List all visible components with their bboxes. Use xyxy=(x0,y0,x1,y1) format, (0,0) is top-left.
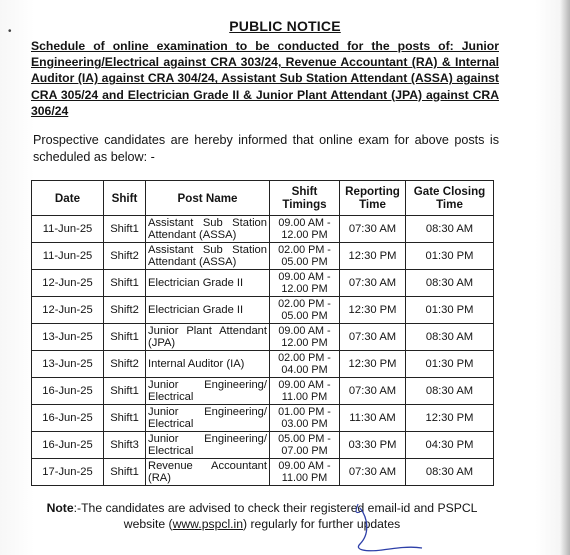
website-link[interactable]: www.pspcl.in xyxy=(172,517,244,531)
cell-shift: Shift2 xyxy=(104,243,146,270)
cell-reporting-time: 07:30 AM xyxy=(340,459,406,486)
cell-date: 16-Jun-25 xyxy=(32,405,104,432)
notice-intro: Prospective candidates are hereby informed that online exam for above posts is scheduled as below: - xyxy=(33,133,499,164)
cell-date: 16-Jun-25 xyxy=(32,432,104,459)
table-row xyxy=(32,243,494,270)
cell-shift-timings: 09.00 AM - 11.00 PM xyxy=(270,459,340,486)
cell-gate-closing-time: 12:30 PM xyxy=(406,405,494,432)
notice-title: PUBLIC NOTICE xyxy=(229,18,341,34)
cell-post-name: Junior Engineering/ Electrical xyxy=(146,378,270,405)
header-date: Date xyxy=(32,181,104,216)
cell-shift-timings: 09.00 AM - 12.00 PM xyxy=(270,216,340,243)
note-text-after: ) regularly for further updates xyxy=(243,517,401,531)
cell-shift: Shift1 xyxy=(104,270,146,297)
cell-reporting-time: 07:30 AM xyxy=(340,216,406,243)
exam-schedule-table xyxy=(31,180,494,486)
cell-post-name: Junior Plant Attendant (JPA) xyxy=(146,324,270,351)
table-row xyxy=(32,297,494,324)
header-post-name: Post Name xyxy=(146,181,270,216)
cell-date: 13-Jun-25 xyxy=(32,351,104,378)
table-row xyxy=(32,351,494,378)
cell-shift-timings: 02.00 PM - 04.00 PM xyxy=(270,351,340,378)
cell-gate-closing-time: 08:30 AM xyxy=(406,459,494,486)
cell-reporting-time: 07:30 AM xyxy=(340,378,406,405)
note-text-before: :-The candidates are advised to check their registered email-id and PSPCL website ( xyxy=(73,501,478,531)
cell-date: 17-Jun-25 xyxy=(32,459,104,486)
table-row xyxy=(32,405,494,432)
cell-shift-timings: 02.00 PM - 05.00 PM xyxy=(270,243,340,270)
cell-post-name: Electrician Grade II xyxy=(146,297,270,324)
cell-post-name: Internal Auditor (IA) xyxy=(146,351,270,378)
header-reporting-time: Reporting Time xyxy=(340,181,406,216)
cell-post-name: Junior Engineering/ Electrical xyxy=(146,405,270,432)
cell-shift-timings: 09.00 AM - 12.00 PM xyxy=(270,324,340,351)
cell-gate-closing-time: 08:30 AM xyxy=(406,324,494,351)
cell-date: 12-Jun-25 xyxy=(32,270,104,297)
header-shift-timings: Shift Timings xyxy=(270,181,340,216)
table-row xyxy=(32,378,494,405)
cell-shift: Shift1 xyxy=(104,378,146,405)
cell-shift: Shift1 xyxy=(104,405,146,432)
note-label: Note xyxy=(46,501,74,515)
cell-reporting-time: 11:30 AM xyxy=(340,405,406,432)
cell-shift-timings: 09.00 AM - 12.00 PM xyxy=(270,270,340,297)
cell-shift-timings: 09.00 AM - 11.00 PM xyxy=(270,378,340,405)
cell-gate-closing-time: 08:30 AM xyxy=(406,378,494,405)
cell-shift: Shift3 xyxy=(104,432,146,459)
cell-date: 16-Jun-25 xyxy=(32,378,104,405)
cell-gate-closing-time: 01:30 PM xyxy=(406,351,494,378)
cell-reporting-time: 03:30 PM xyxy=(340,432,406,459)
cell-gate-closing-time: 08:30 AM xyxy=(406,216,494,243)
notice-subject: Schedule of online examination to be conducted for the posts of: Junior Engineering/Electrical against CRA 303/24, Revenue Accountant (RA) & Internal Auditor (IA) against CRA 304/24, Assistant Sub Station Attendant (ASSA) against CRA 305/24 and Electrician Grade II & Junior Plant Attendant (JPA) against CRA 306/24 xyxy=(31,39,499,118)
table-row xyxy=(32,459,494,486)
cell-shift: Shift1 xyxy=(104,459,146,486)
table-row xyxy=(32,432,494,459)
cell-reporting-time: 07:30 AM xyxy=(340,270,406,297)
header-gate-closing-time: Gate Closing Time xyxy=(406,181,494,216)
cell-reporting-time: 12:30 PM xyxy=(340,297,406,324)
table-row xyxy=(32,216,494,243)
cell-post-name: Assistant Sub Station Attendant (ASSA) xyxy=(146,243,270,270)
cell-gate-closing-time: 08:30 AM xyxy=(406,270,494,297)
page-edge-shadow xyxy=(560,0,570,555)
handwritten-signature xyxy=(330,500,450,555)
table-row xyxy=(32,270,494,297)
scan-speck: • xyxy=(8,26,12,37)
cell-shift: Shift2 xyxy=(104,297,146,324)
table-row xyxy=(32,324,494,351)
cell-date: 13-Jun-25 xyxy=(32,324,104,351)
cell-post-name: Revenue Accountant (RA) xyxy=(146,459,270,486)
cell-gate-closing-time: 01:30 PM xyxy=(406,297,494,324)
cell-date: 11-Jun-25 xyxy=(32,216,104,243)
cell-date: 11-Jun-25 xyxy=(32,243,104,270)
cell-shift-timings: 05.00 PM - 07.00 PM xyxy=(270,432,340,459)
cell-shift: Shift2 xyxy=(104,351,146,378)
header-shift: Shift xyxy=(104,181,146,216)
cell-date: 12-Jun-25 xyxy=(32,297,104,324)
cell-reporting-time: 12:30 PM xyxy=(340,351,406,378)
cell-gate-closing-time: 04:30 PM xyxy=(406,432,494,459)
cell-gate-closing-time: 01:30 PM xyxy=(406,243,494,270)
table-header-row xyxy=(32,181,494,216)
cell-shift: Shift1 xyxy=(104,324,146,351)
cell-post-name: Electrician Grade II xyxy=(146,270,270,297)
cell-shift: Shift1 xyxy=(104,216,146,243)
cell-post-name: Junior Engineering/ Electrical xyxy=(146,432,270,459)
cell-shift-timings: 02.00 PM - 05.00 PM xyxy=(270,297,340,324)
cell-post-name: Assistant Sub Station Attendant (ASSA) xyxy=(146,216,270,243)
cell-reporting-time: 07:30 AM xyxy=(340,324,406,351)
cell-reporting-time: 12:30 PM xyxy=(340,243,406,270)
cell-shift-timings: 01.00 PM - 03.00 PM xyxy=(270,405,340,432)
